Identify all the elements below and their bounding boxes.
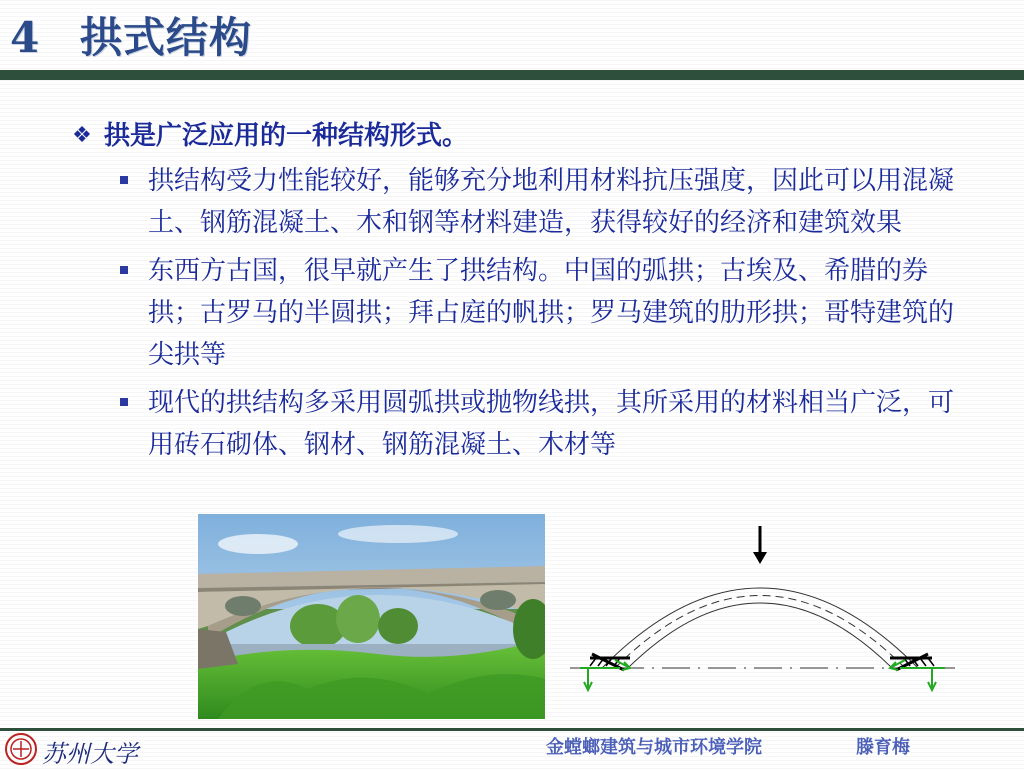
slide-number: 4 [10, 13, 41, 62]
bullet-item [70, 250, 968, 376]
arch-structure-diagram [560, 518, 965, 723]
slide-title [10, 8, 252, 68]
square-bullet-icon [120, 398, 128, 406]
title-divider [0, 70, 1024, 80]
slide-title-text: 拱式结构 [80, 13, 253, 62]
arch-bridge-photo [198, 514, 545, 719]
square-bullet-icon [120, 176, 128, 184]
lead-point-text: 拱是广泛应用的一种结构形式。 [104, 121, 469, 151]
university-logo-text: 苏州大学 [42, 740, 138, 768]
bullet-item [70, 382, 968, 466]
footer-school: 金螳螂建筑与城市环境学院 [546, 737, 762, 758]
right-support-icon [890, 654, 945, 690]
bullet-list [70, 160, 980, 466]
footer-divider [0, 728, 1024, 731]
diamond-bullet-icon: ❖ [72, 123, 92, 148]
bullet-text: 东西方古国，很早就产生了拱结构。中国的弧拱；古埃及、希腊的券拱；古罗马的半圆拱；拜占庭的帆拱；罗马建筑的肋形拱；哥特建筑的尖拱等 [148, 256, 955, 370]
bullet-text: 拱结构受力性能较好，能够充分地利用材料抗压强度，因此可以用混凝土、钢筋混凝土、木和钢等材料建造，获得较好的经济和建筑效果 [148, 166, 955, 238]
lead-point [70, 118, 980, 154]
left-support-icon [580, 654, 630, 690]
slide-content [70, 118, 980, 472]
university-logo [4, 732, 144, 766]
bullet-item [70, 160, 968, 244]
footer-author: 滕育梅 [856, 737, 910, 758]
bullet-text: 现代的拱结构多采用圆弧拱或抛物线拱，其所采用的材料相当广泛，可用砖石砌体、钢材、钢筋混凝土、木材等 [148, 388, 955, 460]
square-bullet-icon [120, 266, 128, 274]
